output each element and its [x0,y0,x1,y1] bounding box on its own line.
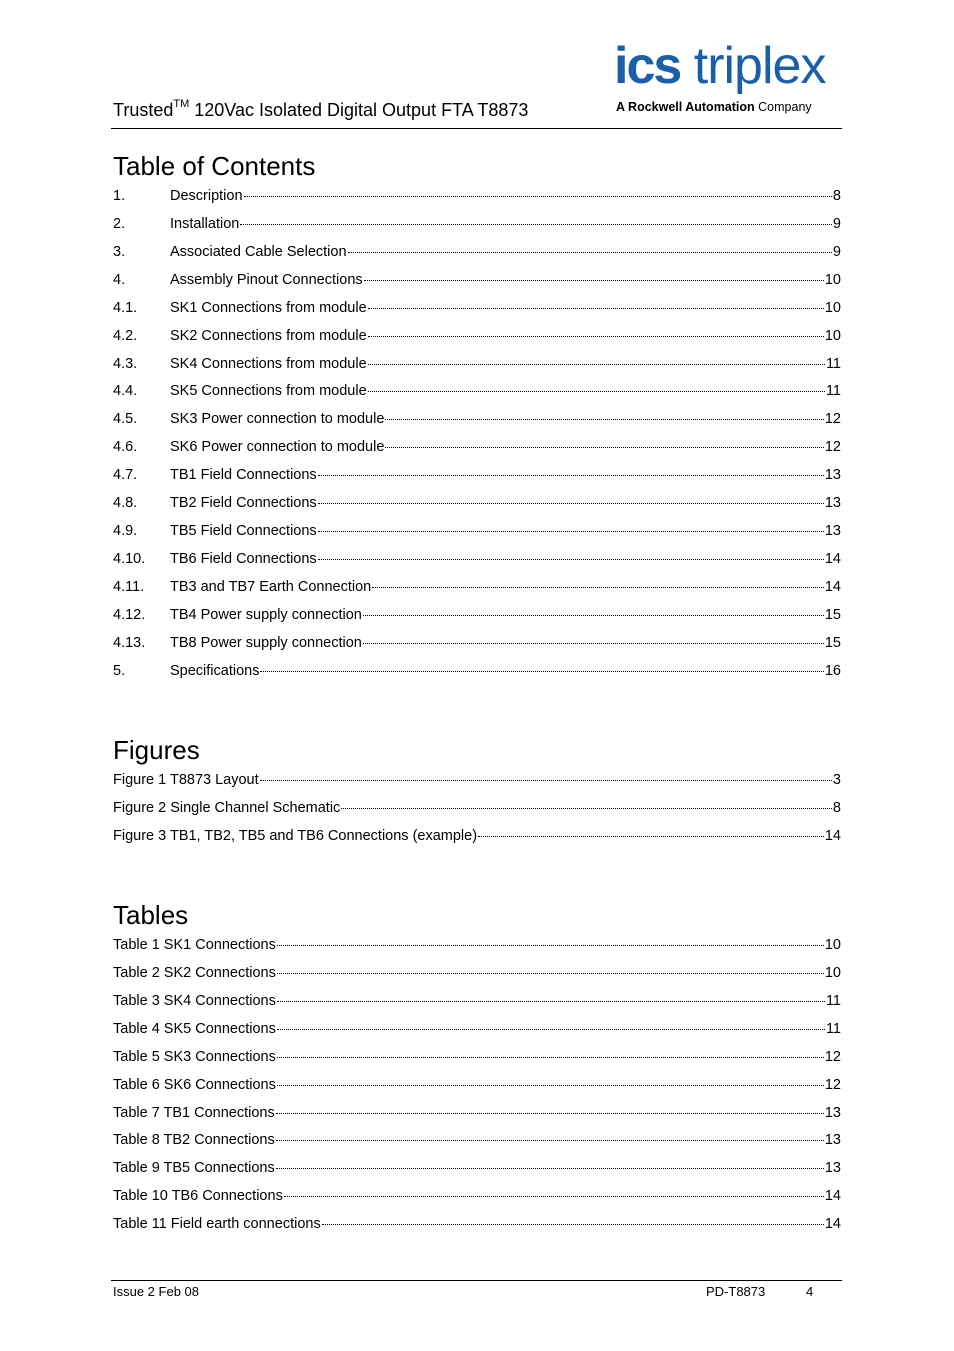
dot-leader [318,531,824,532]
entry-page-number[interactable]: 12 [824,1048,841,1065]
logo-triplex: triplex [680,37,826,95]
entry-number: 5. [113,662,126,679]
dot-leader [244,196,832,197]
entry-label[interactable]: SK4 Connections from module [170,355,367,372]
toc-entry[interactable] [113,356,841,384]
entry-page-number[interactable]: 13 [824,1160,841,1177]
entry-number: 3. [113,243,126,260]
entry-label[interactable]: TB4 Power supply connection [170,606,362,623]
entry-label[interactable]: Figure 2 Single Channel Schematic [113,799,341,816]
entry-page-number[interactable]: 12 [824,439,841,456]
toc-entry[interactable] [113,663,841,691]
dot-leader [284,1196,824,1197]
entry-label[interactable]: Associated Cable Selection [170,243,347,260]
header-divider [111,128,842,129]
table-entry[interactable] [113,965,841,993]
dot-leader [318,559,824,560]
figures-list [113,772,841,856]
entry-label[interactable]: Specifications [170,662,260,679]
table-entry[interactable] [113,993,841,1021]
dot-leader [363,615,824,616]
dot-leader [277,1085,824,1086]
toc-entry[interactable] [113,300,841,328]
entry-page-number[interactable]: 15 [824,606,841,623]
table-entry[interactable] [113,1132,841,1160]
entry-page-number[interactable]: 13 [824,1104,841,1121]
entry-page-number[interactable]: 10 [824,327,841,344]
dot-leader [277,1001,825,1002]
dot-leader [364,280,824,281]
logo-tagline-bold: A Rockwell Automation [616,100,755,114]
dot-leader [277,1029,825,1030]
entry-label[interactable]: SK3 Power connection to module [170,411,385,428]
entry-page-number[interactable]: 10 [824,271,841,288]
entry-page-number[interactable]: 11 [825,1020,841,1037]
table-entry[interactable] [113,1077,841,1105]
dot-leader [276,1113,824,1114]
entry-label[interactable]: Table 1 SK1 Connections [113,937,276,953]
dot-leader [368,336,824,337]
dot-leader [277,1057,824,1058]
entry-page-number[interactable]: 14 [824,827,841,844]
entry-page-number[interactable]: 13 [824,523,841,540]
entry-page-number[interactable]: 9 [832,243,841,260]
toc-entry[interactable] [113,411,841,439]
dot-leader [368,308,824,309]
dot-leader [318,503,824,504]
entry-page-number[interactable]: 11 [825,992,841,1009]
logo-wordmark [614,36,825,96]
entry-label[interactable]: TB8 Power supply connection [170,634,362,651]
dot-leader [318,475,824,476]
entry-label[interactable]: SK2 Connections from module [170,327,367,344]
toc-entry[interactable] [113,188,841,216]
entry-number: 4.8. [113,495,138,512]
toc-entry[interactable] [113,523,841,551]
entry-label[interactable]: Table 4 SK5 Connections [113,1020,276,1037]
footer-divider [111,1280,842,1281]
entry-number: 4.7. [113,467,138,484]
footer-page-number: 4 [806,1284,814,1299]
toc-entry[interactable] [113,328,841,356]
dot-leader [277,945,824,946]
dot-leader [368,391,825,392]
entry-page-number[interactable]: 14 [824,1188,841,1205]
entry-label[interactable]: Figure 1 T8873 Layout [113,772,259,788]
toc-entry[interactable] [113,467,841,495]
entry-label[interactable]: Table 7 TB1 Connections [113,1104,275,1121]
figure-entry[interactable] [113,800,841,828]
logo-ics: ics [614,37,681,95]
toc-entry[interactable] [113,607,841,635]
title-rest: 120Vac Isolated Digital Output FTA T8873 [189,100,529,120]
toc-entry[interactable] [113,216,841,244]
entry-page-number[interactable]: 11 [825,355,841,372]
entry-page-number[interactable]: 10 [824,299,841,316]
entry-label[interactable]: TB5 Field Connections [170,523,317,540]
entry-label[interactable]: Table 11 Field earth connections [113,1216,321,1233]
dot-leader [322,1224,824,1225]
toc-list [113,188,841,691]
entry-page-number[interactable]: 15 [824,634,841,651]
entry-label[interactable]: Table 5 SK3 Connections [113,1048,276,1065]
entry-label[interactable]: Assembly Pinout Connections [170,271,363,288]
entry-page-number[interactable]: 12 [824,411,841,428]
entry-label[interactable]: TB3 and TB7 Earth Connection [170,578,372,595]
table-entry[interactable] [113,1216,841,1244]
ics-triplex-logo [614,37,846,120]
dot-leader [276,1140,824,1141]
logo-tagline [616,100,812,114]
entry-number: 4.2. [113,327,138,344]
entry-page-number[interactable]: 11 [825,383,841,400]
entry-number: 4.9. [113,523,138,540]
entry-number: 4.4. [113,383,138,400]
table-entry[interactable] [113,937,841,965]
toc-entry[interactable] [113,383,841,411]
table-entry[interactable] [113,1188,841,1216]
entry-label[interactable]: TB1 Field Connections [170,467,317,484]
dot-leader [385,447,823,448]
entry-page-number[interactable]: 12 [824,1076,841,1093]
document-title [113,100,528,121]
dot-leader [276,1168,824,1169]
entry-page-number[interactable]: 14 [824,550,841,567]
entry-page-number[interactable]: 10 [824,964,841,981]
toc-entry[interactable] [113,635,841,663]
toc-entry[interactable] [113,579,841,607]
entry-label[interactable]: Table 10 TB6 Connections [113,1188,283,1205]
dot-leader [348,252,832,253]
entry-number: 1. [113,188,126,204]
dot-leader [277,973,824,974]
entry-page-number[interactable]: 14 [824,578,841,595]
dot-leader [363,643,824,644]
tables-list [113,937,841,1244]
dot-leader [372,587,824,588]
dot-leader [385,419,823,420]
figure-entry[interactable] [113,772,841,800]
table-entry[interactable] [113,1105,841,1133]
entry-page-number[interactable]: 16 [824,662,841,679]
entry-label[interactable]: TB6 Field Connections [170,550,317,567]
dot-leader [478,836,824,837]
toc-heading: Table of Contents [113,151,316,181]
footer-doc-id: PD-T8873 [706,1284,766,1299]
toc-entry[interactable] [113,551,841,579]
entry-label[interactable]: Table 9 TB5 Connections [113,1160,275,1177]
entry-number: 4.1. [113,299,138,316]
entry-label[interactable]: SK1 Connections from module [170,299,367,316]
entry-page-number[interactable]: 13 [824,1132,841,1149]
dot-leader [240,224,832,225]
table-entry[interactable] [113,1049,841,1077]
tables-heading: Tables [113,900,189,930]
entry-label[interactable]: Table 2 SK2 Connections [113,964,276,981]
footer-issue: Issue 2 Feb 08 [113,1284,199,1299]
figures-heading: Figures [113,735,200,765]
entry-number: 4.6. [113,439,138,456]
entry-number: 2. [113,215,126,232]
entry-number: 4.10. [113,550,146,567]
dot-leader [260,671,823,672]
entry-label[interactable]: SK6 Power connection to module [170,439,385,456]
entry-label[interactable]: TB2 Field Connections [170,495,317,512]
entry-page-number[interactable]: 3 [832,772,841,788]
entry-number: 4.13. [113,634,146,651]
trademark-mark: TM [173,98,190,110]
toc-entry[interactable] [113,439,841,467]
entry-number: 4. [113,271,126,288]
dot-leader [341,808,832,809]
entry-number: 4.3. [113,355,138,372]
entry-number: 4.5. [113,411,138,428]
entry-label[interactable]: Figure 3 TB1, TB2, TB5 and TB6 Connections (example) [113,827,478,844]
toc-entry[interactable] [113,272,841,300]
toc-entry[interactable] [113,495,841,523]
entry-label[interactable]: Table 8 TB2 Connections [113,1132,275,1149]
entry-page-number[interactable]: 13 [824,495,841,512]
entry-page-number[interactable]: 8 [832,799,841,816]
table-entry[interactable] [113,1160,841,1188]
toc-entry[interactable] [113,244,841,272]
entry-page-number[interactable]: 13 [824,467,841,484]
entry-page-number[interactable]: 14 [824,1216,841,1233]
dot-leader [260,780,832,781]
entry-label[interactable]: SK5 Connections from module [170,383,367,400]
entry-page-number[interactable]: 9 [832,215,841,232]
logo-tagline-company: Company [754,100,812,114]
entry-label[interactable]: Description [170,188,243,204]
entry-page-number[interactable]: 8 [832,188,841,204]
dot-leader [368,364,825,365]
entry-label[interactable]: Table 6 SK6 Connections [113,1076,276,1093]
entry-page-number[interactable]: 10 [824,937,841,953]
entry-label[interactable]: Table 3 SK4 Connections [113,992,276,1009]
entry-number: 4.12. [113,606,146,623]
table-entry[interactable] [113,1021,841,1049]
entry-number: 4.11. [113,578,145,595]
title-prefix: Trusted [113,100,174,120]
figure-entry[interactable] [113,828,841,856]
entry-label[interactable]: Installation [170,215,240,232]
